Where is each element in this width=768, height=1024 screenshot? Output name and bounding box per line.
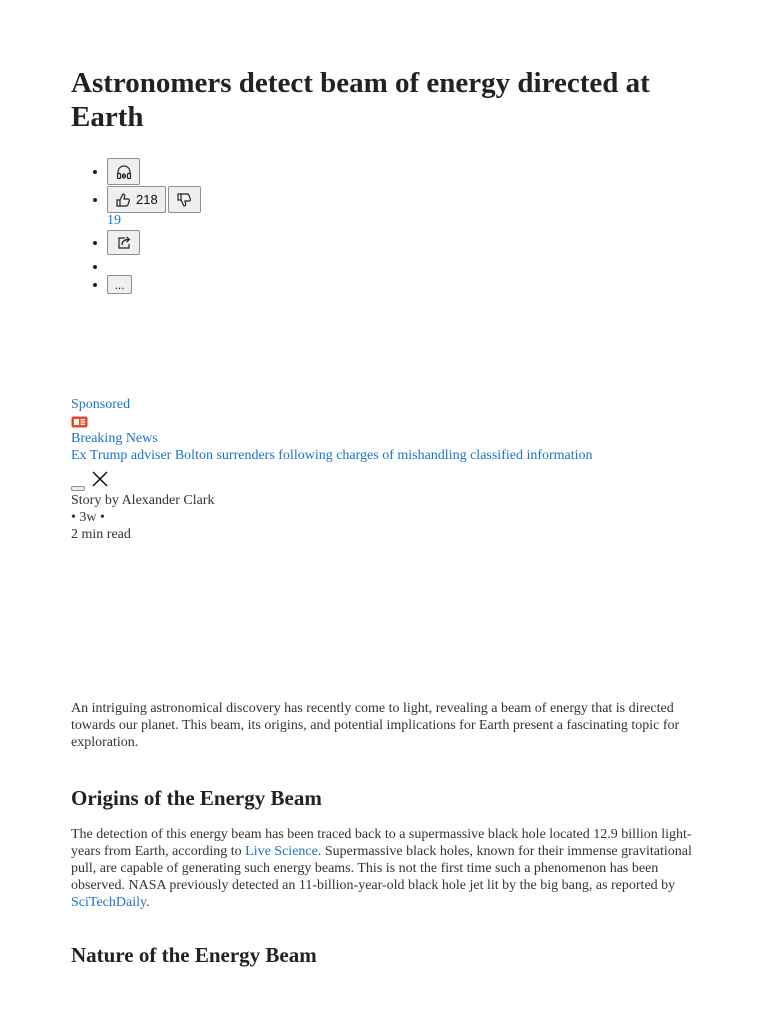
like-count: • 218 [136, 192, 158, 208]
news-logo-icon [71, 416, 88, 428]
author-name: Story by Alexander Clark [71, 493, 215, 508]
live-science-link[interactable]: Live Science [245, 844, 318, 859]
origins-text-3: . [146, 895, 150, 910]
sponsor-source-link[interactable]: Breaking News [71, 431, 158, 446]
dislike-count[interactable]: 19 [107, 213, 121, 228]
vote-actions [107, 186, 201, 228]
listen-button[interactable] [107, 158, 140, 185]
like-button[interactable] [107, 186, 166, 213]
sponsored-block [71, 396, 593, 464]
thumbs-up-icon [115, 192, 131, 208]
dislike-button[interactable] [168, 186, 201, 213]
collapsed-button[interactable] [71, 486, 85, 491]
close-icon[interactable] [91, 470, 109, 493]
more-options-button[interactable]: ... [107, 275, 132, 294]
thumbs-down-icon [176, 192, 192, 208]
headphones-icon [115, 163, 133, 181]
sponsored-headline-link[interactable]: Ex Trump adviser Bolton surrenders following charges of mishandling classified information [71, 448, 593, 463]
publish-age: • 3w • [71, 510, 105, 525]
byline [71, 492, 214, 543]
read-time: 2 min read [71, 527, 131, 542]
origins-text-1: The detection of this energy beam has been traced back to a supermassive black hole located 12.9 billion light-years from Earth, according to [71, 827, 692, 859]
scitechdaily-link[interactable]: SciTechDaily [71, 895, 147, 910]
share-icon [116, 235, 132, 251]
article-actions [71, 157, 201, 294]
empty-action [107, 257, 201, 277]
share-button[interactable] [107, 230, 140, 255]
origins-paragraph [71, 826, 701, 911]
section-heading-nature: Nature of the Energy Beam [71, 943, 317, 967]
more-action [107, 275, 201, 294]
listen-action [107, 157, 201, 186]
sponsored-label[interactable]: Sponsored [71, 397, 131, 412]
section-heading-origins: Origins of the Energy Beam [71, 786, 322, 810]
origins-text-2: . Supermassive black holes, known for their immense gravitational pull, are capable of generating such energy beams. This is not the first time such a phenomenon has been observed. NASA previously detected an 11-billion-year-old black hole jet lit by the big bang, as reported by [71, 844, 692, 893]
intro-paragraph: An intriguing astronomical discovery has recently come to light, revealing a beam of energy that is directed towards our planet. This beam, its origins, and potential implications for Earth present a fascinating topic for exploration. [71, 701, 680, 750]
article-title: Astronomers detect beam of energy directed at Earth [71, 67, 650, 133]
share-action [107, 229, 201, 256]
